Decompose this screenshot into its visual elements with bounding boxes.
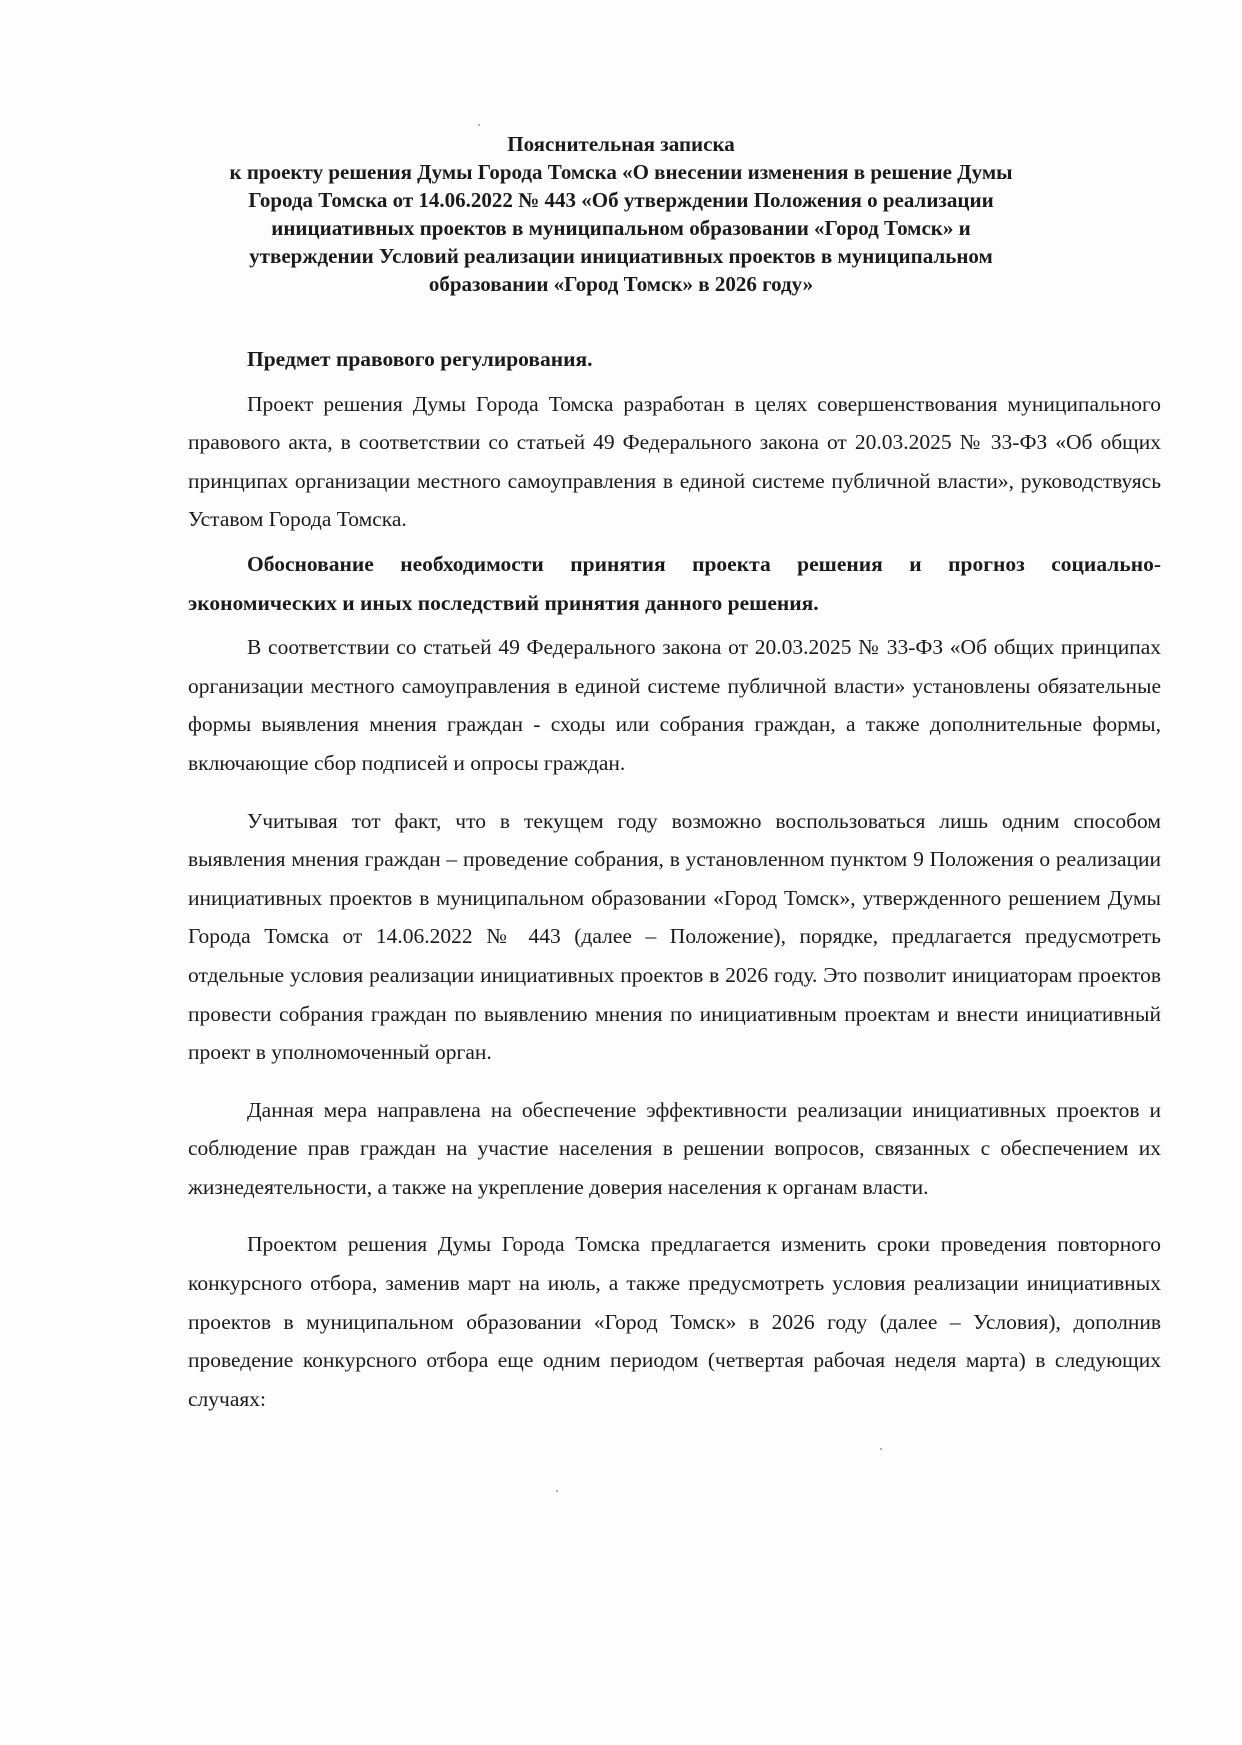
scan-speck — [556, 1490, 558, 1492]
paragraph-regulation: Проект решения Думы Города Томска разработан в целях совершенствования муниципального правового акта, в соответствии со статьей 49 Федерального закона от 20.03.2025 № 33-ФЗ «Об общих принципах организации местного самоуправления в единой системе публичной власти», руководствуясь Уставом Города Томска. — [188, 391, 1161, 532]
scan-speck — [880, 1448, 882, 1450]
title-line-5: утверждении Условий реализации инициативных проектов в муниципальном — [249, 244, 993, 268]
title-line-6: образовании «Город Томск» в 2026 году» — [428, 272, 814, 296]
document-body — [188, 340, 1161, 1418]
title-line-2: к проекту решения Думы Города Томска «О внесении изменения в решение Думы — [229, 160, 1013, 184]
paragraph-proposal: Проектом решения Думы Города Томска предлагается изменить сроки проведения повторного конкурсного отбора, заменив март на июль, а также предусмотреть условия реализации инициативных проектов в муниципальном образовании «Город Томск» в 2026 году (далее – Условия), дополнив проведение конкурсного отбора еще одним периодом (четвертая рабочая неделя марта) в следующих случаях: — [188, 1232, 1161, 1411]
paragraph-federal-law: В соответствии со статьей 49 Федерального закона от 20.03.2025 № 33-ФЗ «Об общих принципах организации местного самоуправления в единой системе публичной власти» установлены обязательные формы выявления мнения граждан - сходы или собрания граждан, а также дополнительные формы, включающие сбор подписей и опросы граждан. — [188, 635, 1161, 775]
paragraph-measure: Данная мера направлена на обеспечение эффективности реализации инициативных проектов и соблюдение прав граждан на участие населения в решении вопросов, связанных с обеспечением их жизнедеятельности, а также на укрепление доверия населения к органам власти. — [188, 1097, 1161, 1199]
paragraph-current-year: Учитывая тот факт, что в текущем году возможно воспользоваться лишь одним способом выявления мнения граждан – проведение собрания, в установленном пунктом 9 Положения о реализации инициативных проектов в муниципальном образовании «Город Томск», утвержденного решением Думы Города Томска от 14.06.2022 № 443 (далее – Положение), порядке, предлагается предусмотреть отдельные условия реализации инициативных проектов в 2026 году. Это позволит инициаторам проектов провести собрания граждан по выявлению мнения по инициативным проектам и внести инициативный проект в уполномоченный орган. — [188, 808, 1161, 1065]
section-heading-regulation: Предмет правового регулирования. — [247, 347, 593, 371]
title-line-1: Пояснительная записка — [507, 132, 735, 156]
title-line-3: Города Томска от 14.06.2022 № 443 «Об утверждении Положения о реализации — [248, 188, 994, 212]
scan-speck — [478, 124, 480, 126]
document-title — [190, 130, 1052, 298]
title-line-4: инициативных проектов в муниципальном образовании «Город Томск» и — [271, 216, 971, 240]
section-heading-justification: Обоснование необходимости принятия проекта решения и прогноз социально-экономических и иных последствий принятия данного решения. — [188, 551, 1161, 615]
